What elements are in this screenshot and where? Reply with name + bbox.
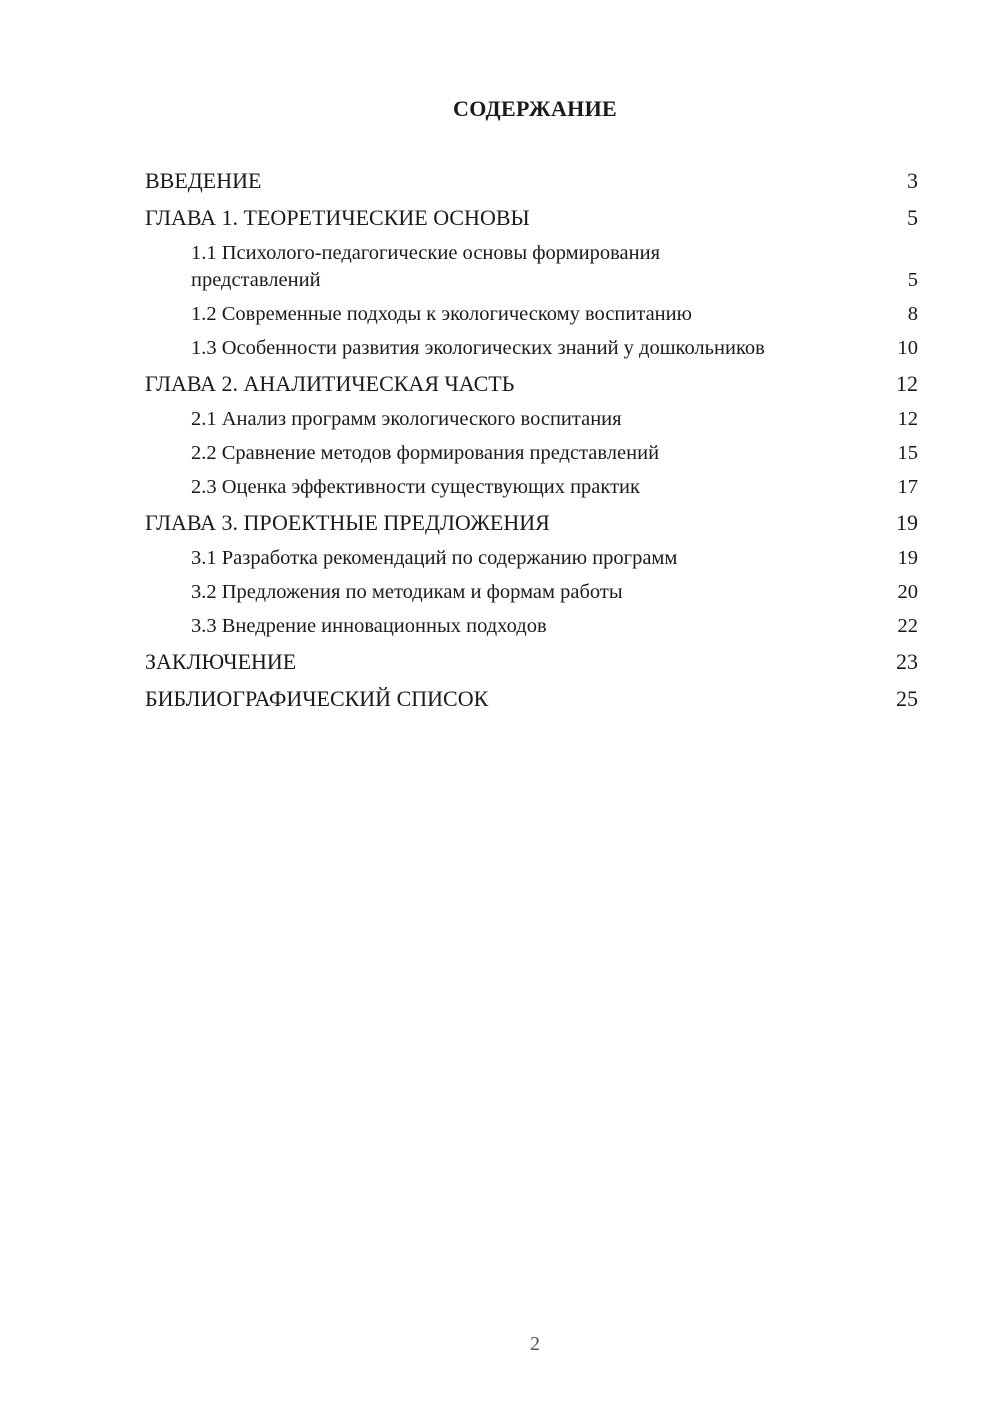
toc-entry-page: 23 — [896, 649, 918, 674]
toc-entry-text: 3.2 Предложения по методикам и формам работы — [191, 581, 623, 603]
toc-entry-text: 1.2 Современные подходы к экологическому воспитанию — [191, 303, 692, 325]
toc-entry-bibliography[interactable] — [145, 684, 918, 714]
toc-entry-section-1-1[interactable] — [145, 240, 918, 294]
toc-entry-text: 2.2 Сравнение методов формирования представлений — [191, 442, 660, 464]
toc-entry-page: 19 — [896, 510, 918, 535]
page-number: 2 — [530, 1333, 540, 1355]
toc-entry-text: БИБЛИОГРАФИЧЕСКИЙ СПИСОК — [145, 686, 489, 711]
toc-entry-text: ГЛАВА 1. ТЕОРЕТИЧЕСКИЕ ОСНОВЫ — [145, 205, 530, 230]
toc-entry-page: 12 — [897, 408, 918, 430]
toc-entry-page: 5 — [907, 269, 918, 291]
toc-entry-text: 2.1 Анализ программ экологического воспитания — [191, 408, 622, 430]
toc-entry-text: ГЛАВА 2. АНАЛИТИЧЕСКАЯ ЧАСТЬ — [145, 371, 515, 396]
toc-entry-page: 10 — [897, 337, 918, 359]
page-title: СОДЕРЖАНИЕ — [453, 96, 617, 121]
toc-entry-section-3-1[interactable] — [145, 545, 918, 572]
toc-entry-page: 19 — [897, 547, 918, 569]
toc-entry-text: 1.3 Особенности развития экологических знаний у дошкольников — [191, 337, 765, 359]
toc-entry-conclusion[interactable] — [145, 647, 918, 677]
toc-entry-text: 3.3 Внедрение инновационных подходов — [191, 615, 547, 637]
toc-entry-page: 15 — [897, 442, 918, 464]
toc-entry-page: 22 — [897, 615, 918, 637]
toc-entry-page: 12 — [896, 371, 918, 396]
toc-entry-text: ГЛАВА 3. ПРОЕКТНЫЕ ПРЕДЛОЖЕНИЯ — [145, 510, 550, 535]
toc-entry-page: 25 — [896, 686, 918, 711]
toc-entry-chapter-2[interactable] — [145, 369, 918, 399]
toc-entry-text: ЗАКЛЮЧЕНИЕ — [145, 649, 297, 674]
toc-entry-section-1-3[interactable] — [145, 335, 918, 362]
table-of-contents — [145, 166, 918, 721]
toc-entry-section-1-2[interactable] — [145, 301, 918, 328]
toc-entry-page: 20 — [897, 581, 918, 603]
toc-entry-text: 1.1 Психолого-педагогические основы формирования представлений — [191, 242, 661, 291]
toc-entry-introduction[interactable] — [145, 166, 918, 196]
toc-entry-text: 2.3 Оценка эффективности существующих практик — [191, 476, 640, 498]
toc-entry-page: 3 — [907, 168, 918, 193]
toc-entry-page: 17 — [897, 476, 918, 498]
toc-entry-section-2-2[interactable] — [145, 440, 918, 467]
toc-entry-section-2-1[interactable] — [145, 406, 918, 433]
toc-entry-text: 3.1 Разработка рекомендаций по содержанию программ — [191, 547, 678, 569]
toc-entry-page: 5 — [907, 205, 918, 230]
toc-entry-chapter-3[interactable] — [145, 508, 918, 538]
toc-entry-text: ВВЕДЕНИЕ — [145, 168, 262, 193]
toc-entry-section-3-3[interactable] — [145, 613, 918, 640]
toc-entry-chapter-1[interactable] — [145, 203, 918, 233]
toc-entry-section-3-2[interactable] — [145, 579, 918, 606]
toc-entry-page: 8 — [907, 303, 918, 325]
toc-entry-section-2-3[interactable] — [145, 474, 918, 501]
